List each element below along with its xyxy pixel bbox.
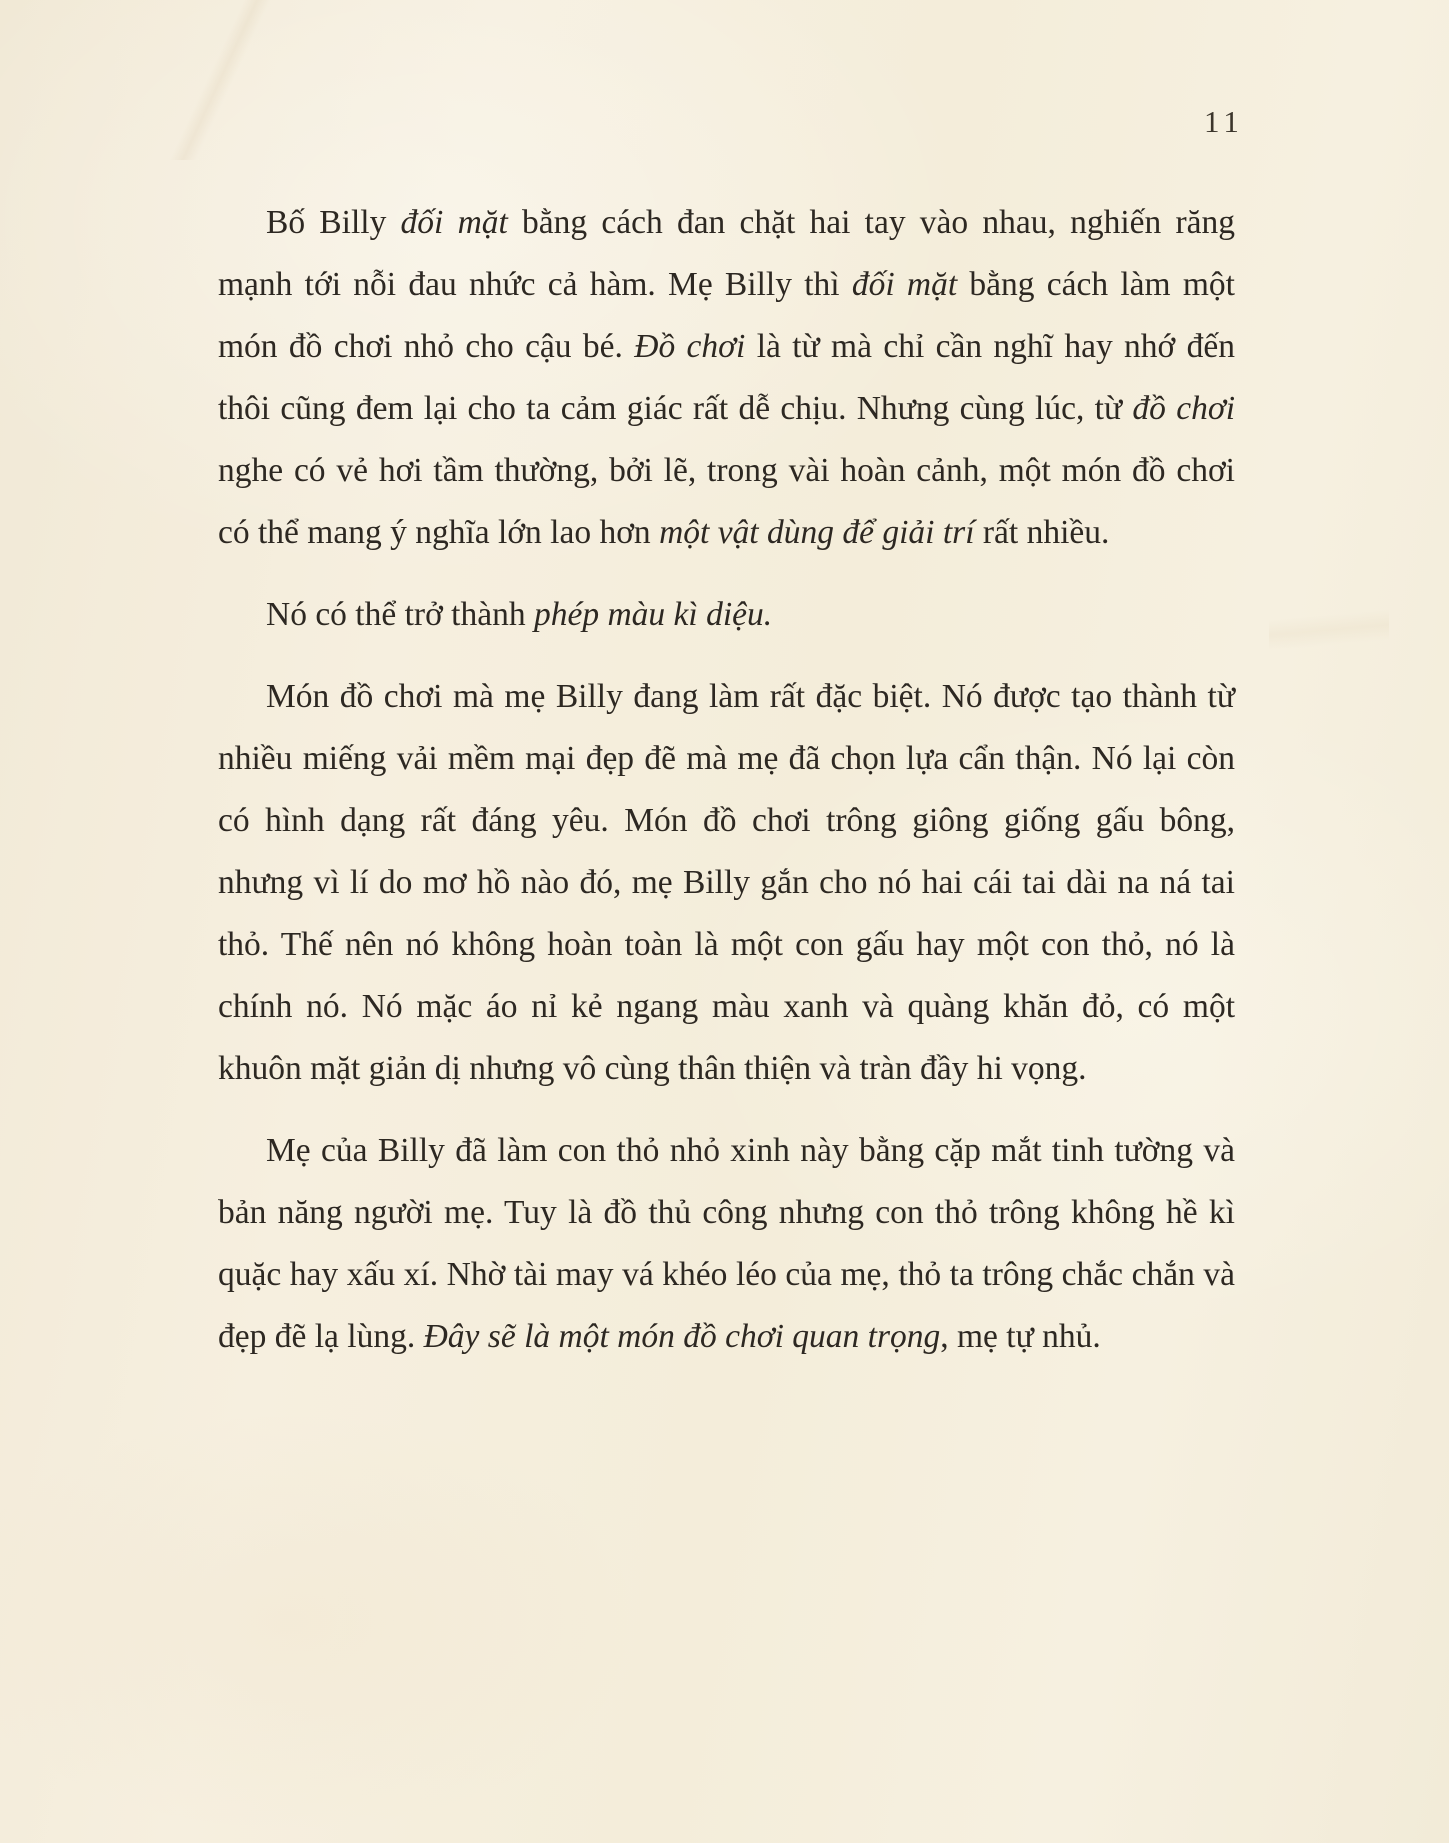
page-number: 11 (1204, 104, 1244, 139)
paragraph (218, 584, 1235, 646)
italic-run: Đồ chơi (634, 328, 746, 365)
paragraph (218, 1120, 1235, 1368)
italic-run: đối mặt (851, 266, 958, 303)
paper-crease (1269, 380, 1389, 880)
italic-run: một vật dùng để giải trí (659, 514, 975, 551)
page-text (218, 192, 1235, 1388)
italic-run: đồ chơi (1132, 390, 1236, 427)
italic-run: Đây sẽ là một món đồ chơi quan trọng (423, 1318, 941, 1355)
text-run: Bố Billy (266, 204, 401, 241)
paper-crease (90, 0, 350, 160)
text-run: bằng cách đan chặt hai tay vào nhau, nghiến răng mạnh tới nỗi đau nhức cả hàm. Mẹ Billy thì (218, 204, 1235, 303)
paragraph (218, 192, 1235, 564)
text-run: , mẹ tự nhủ. (940, 1318, 1101, 1355)
paragraph (218, 666, 1235, 1100)
text-run: rất nhiều. (974, 514, 1110, 551)
text-run: Món đồ chơi mà mẹ Billy đang làm rất đặc biệt. Nó được tạo thành từ nhiều miếng vải mềm mại đẹp đẽ mà mẹ đã chọn lựa cẩn thận. Nó lại còn có hình dạng rất đáng yêu. Món đồ chơi trông giông giống gấu bông, nhưng vì lí do mơ hồ nào đó, mẹ Billy gắn cho nó hai cái tai dài na ná tai thỏ. Thế nên nó không hoàn toàn là một con gấu hay một con thỏ, nó là chính nó. Nó mặc áo nỉ kẻ ngang màu xanh và quàng khăn đỏ, có một khuôn mặt giản dị nhưng vô cùng thân thiện và tràn đầy hi vọng. (218, 678, 1235, 1087)
text-run: Nó có thể trở thành (266, 596, 534, 633)
text-run: Mẹ của Billy đã làm con thỏ nhỏ xinh này bằng cặp mắt tinh tường và bản năng người mẹ. Tuy là đồ thủ công nhưng con thỏ trông không hề kì quặc hay xấu xí. Nhờ tài may vá khéo léo của mẹ, thỏ ta trông chắc chắn và đẹp đẽ lạ lùng. (218, 1132, 1235, 1355)
text-run: nghe có vẻ hơi tầm thường, bởi lẽ, trong vài hoàn cảnh, một món đồ chơi có thể mang ý nghĩa lớn lao hơn (218, 452, 1235, 551)
text-run: bằng cách làm một món đồ chơi nhỏ cho cậu bé. (218, 266, 1235, 365)
italic-run: phép màu kì diệu. (533, 596, 773, 633)
italic-run: đối mặt (400, 204, 508, 241)
text-run: là từ mà chỉ cần nghĩ hay nhớ đến thôi cũng đem lại cho ta cảm giác rất dễ chịu. Nhưng cùng lúc, từ (218, 328, 1235, 427)
